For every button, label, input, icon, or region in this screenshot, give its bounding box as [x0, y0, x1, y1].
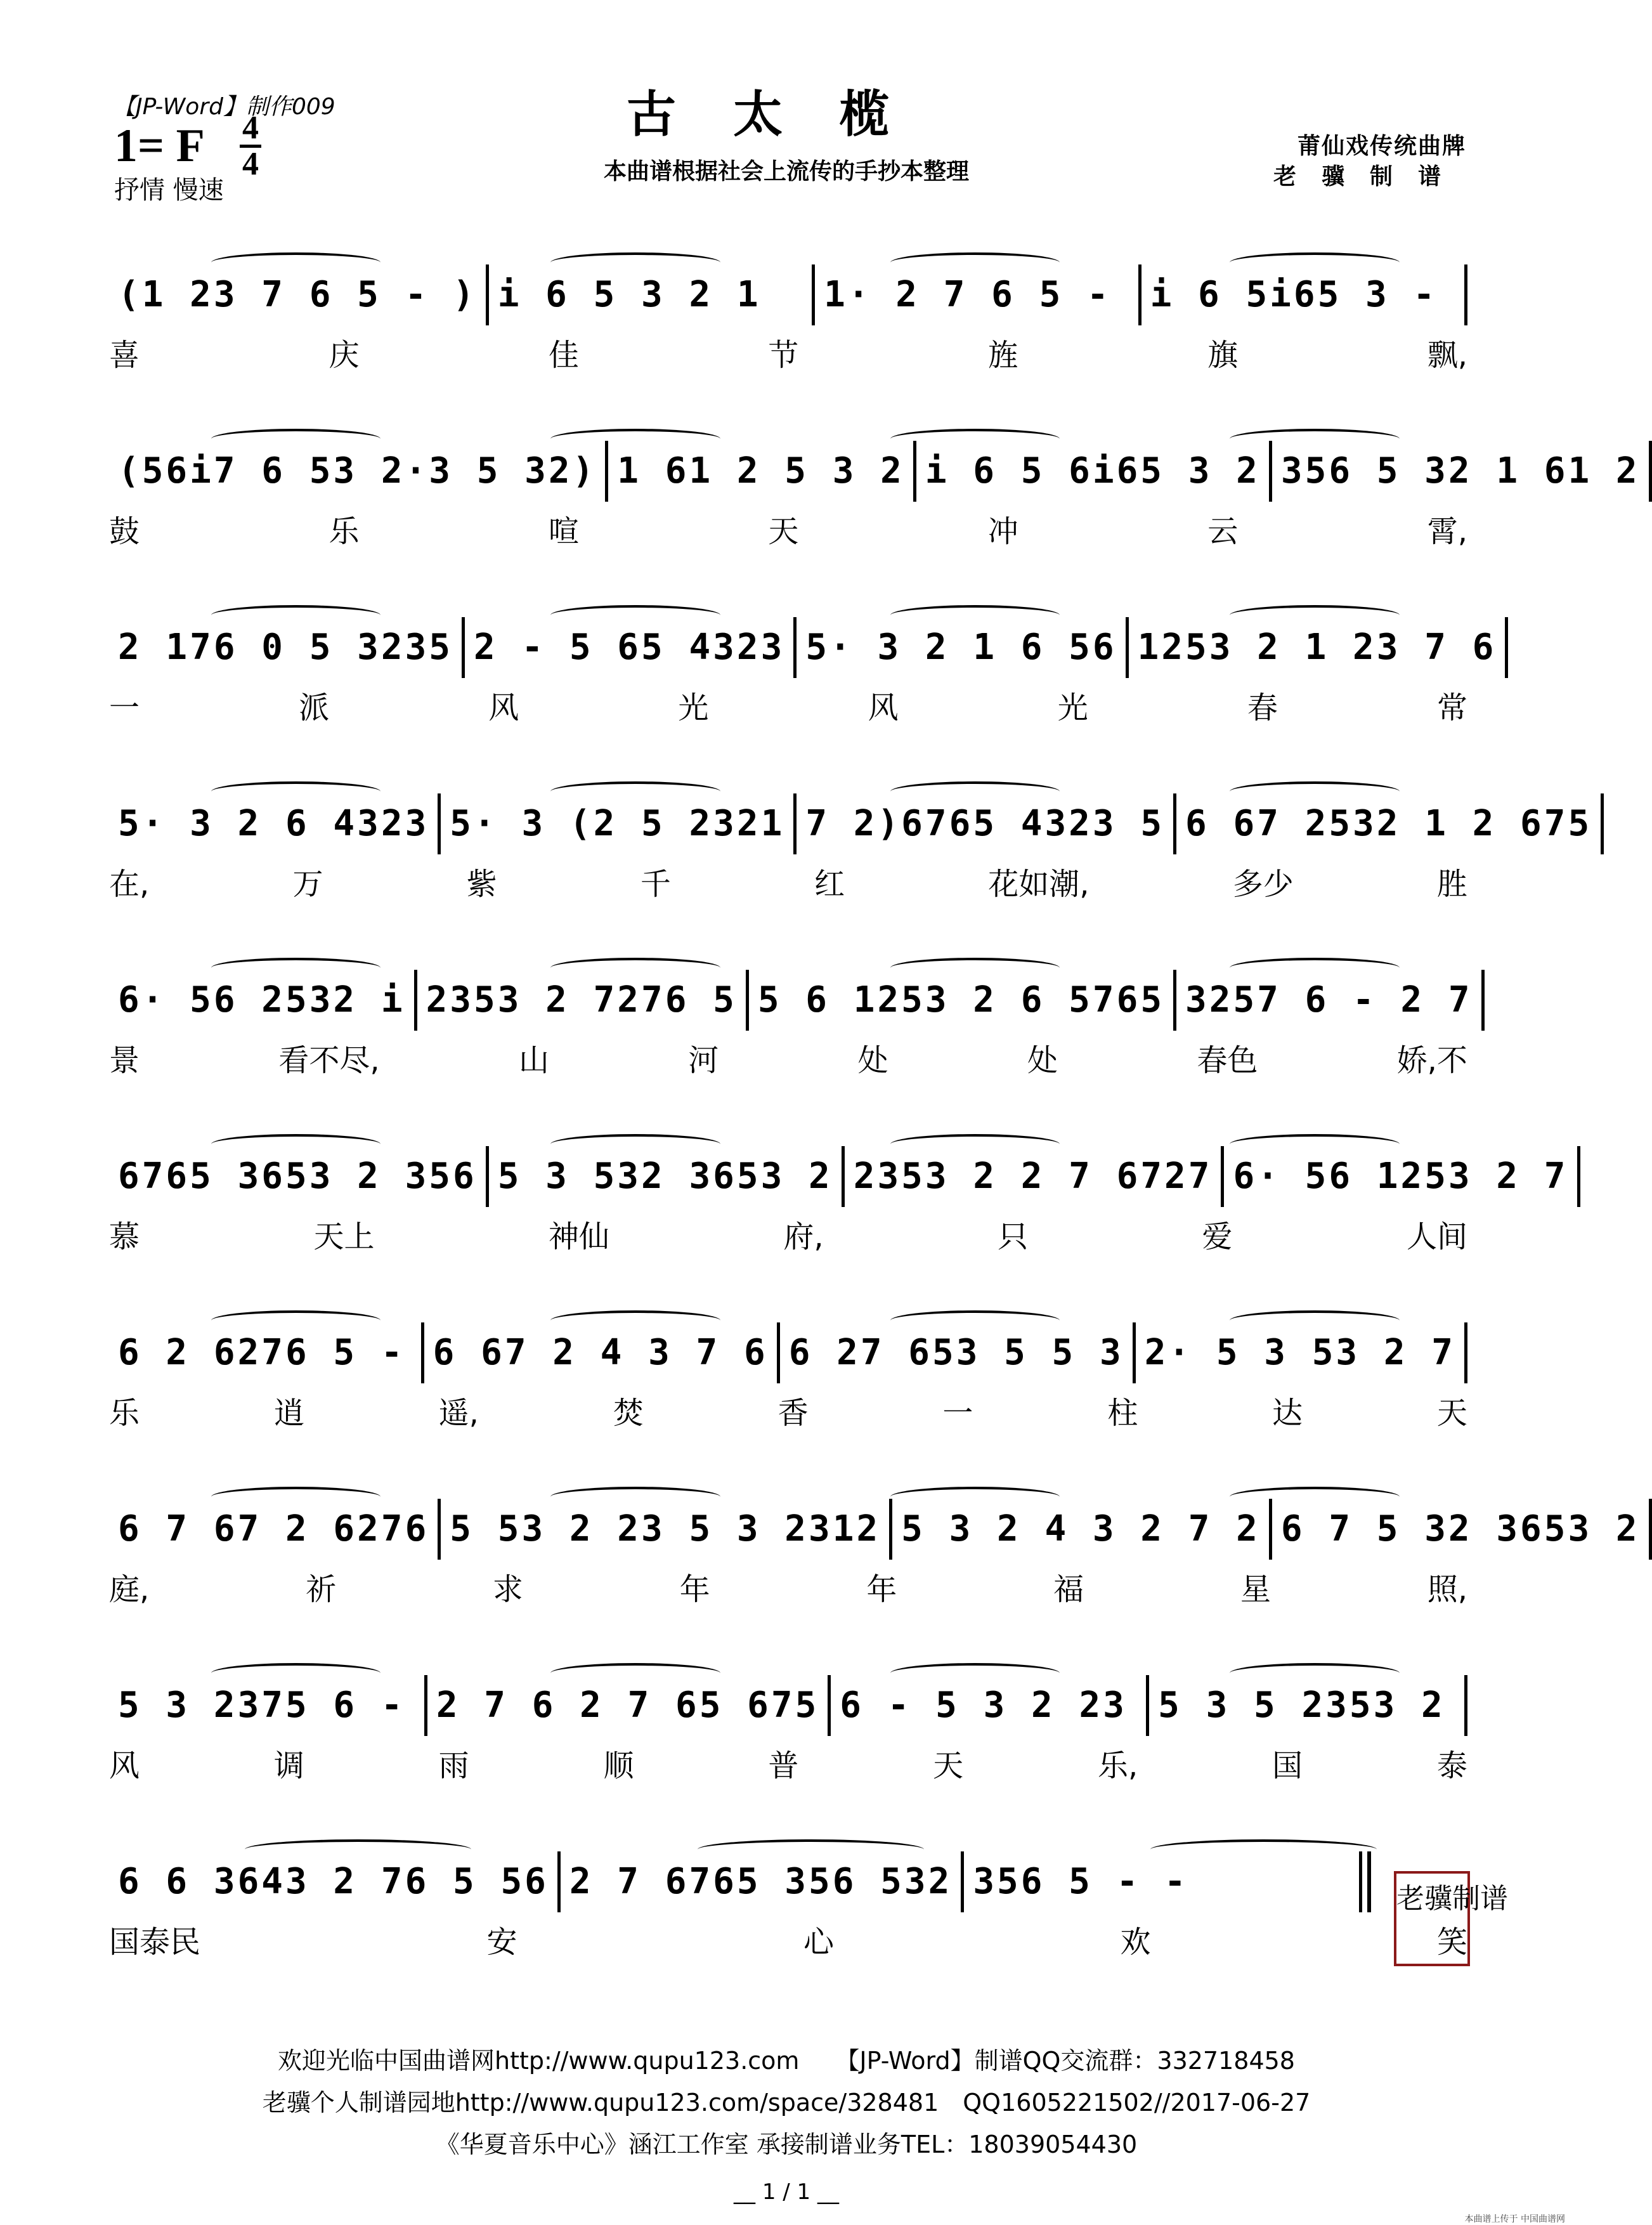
notation-line	[109, 1652, 1467, 1728]
measure: 1· 2 7 6 5 -	[824, 274, 1111, 315]
lyric-word: 常	[1436, 690, 1467, 726]
lyric-word: 喜	[109, 337, 140, 373]
lyric-word: 乐,	[1097, 1748, 1138, 1784]
measure: 5 3 2375 6 -	[118, 1685, 405, 1726]
score-row	[109, 1652, 1467, 1784]
genre-label: 莆仙戏传统曲牌	[1297, 133, 1466, 159]
lyric-word: 红	[814, 866, 845, 902]
slur-mark	[211, 252, 381, 273]
lyric-word: 庭,	[109, 1572, 150, 1607]
lyric-word: 多少	[1232, 866, 1294, 902]
notation-line	[109, 241, 1467, 317]
lyric-word: 欢	[1120, 1924, 1151, 1960]
slur-mark	[1230, 252, 1400, 273]
lyric-word: 逍	[273, 1395, 304, 1431]
slur-mark	[1230, 1487, 1400, 1507]
song-title: 古太榄	[626, 86, 946, 143]
lyric-word: 只	[998, 1219, 1029, 1255]
measure: 6 2 6276 5 -	[118, 1332, 405, 1373]
measure-group	[109, 266, 1467, 323]
slur-mark	[1150, 1839, 1377, 1860]
slur-mark	[890, 252, 1060, 273]
measure-group	[109, 795, 1592, 852]
key-signature: 1= F	[114, 120, 205, 172]
slur-mark	[550, 1310, 720, 1331]
lyric-word: 花如潮,	[988, 866, 1089, 902]
footer-line-3: 《华夏音乐中心》涵江工作室 承接制谱业务TEL：18039054430	[435, 2130, 1138, 2158]
lyrics-line	[109, 1041, 1467, 1080]
measure-group	[109, 1501, 1640, 1558]
lyric-word: 求	[492, 1572, 523, 1607]
lyric-word: 笑	[1436, 1924, 1467, 1960]
lyric-word: 看不尽,	[278, 1043, 380, 1078]
slur-mark	[890, 781, 1060, 802]
measure: 6· 56 1253 2 7	[1233, 1156, 1568, 1197]
score-row	[109, 770, 1592, 902]
measure: i 6 5 6i65 3 2	[925, 450, 1260, 492]
measure: 6 7 5 32 3653 2	[1280, 1508, 1640, 1550]
lyric-word: 顺	[603, 1748, 634, 1784]
lyric-word: 景	[109, 1043, 140, 1078]
slur-mark	[211, 1310, 381, 1331]
lyrics-line	[109, 865, 1467, 903]
lyric-word: 国	[1272, 1748, 1303, 1784]
lyric-word: 风	[488, 690, 519, 726]
meter-top: 4	[242, 110, 259, 146]
measure: 1 61 2 5 3 2	[617, 450, 904, 492]
lyric-word: 年	[866, 1572, 897, 1607]
footer-line-2: 老骥个人制谱园地http://www.qupu123.com/space/328481 QQ1605221502//2017-06-27	[262, 2089, 1311, 2117]
lyric-word: 派	[299, 690, 330, 726]
measure: 7 2)6765 4323 5	[805, 803, 1165, 844]
lyric-word: 飘,	[1427, 337, 1467, 373]
measure-group	[109, 1148, 1568, 1205]
lyric-word: 风	[868, 690, 899, 726]
tempo-marking: 抒情 慢速	[114, 176, 224, 205]
lyric-word: 人间	[1406, 1219, 1467, 1255]
measure-group	[109, 1853, 1371, 1910]
slur-mark	[211, 781, 381, 802]
slur-mark	[550, 781, 720, 802]
lyric-word: 天	[1436, 1395, 1467, 1431]
slur-mark	[890, 1663, 1060, 1683]
lyric-word: 一	[109, 690, 140, 726]
score-row	[109, 417, 1640, 549]
score-row	[109, 946, 1473, 1078]
lyric-word: 冲	[987, 514, 1018, 549]
lyric-word: 达	[1272, 1395, 1303, 1431]
notation-line	[109, 1475, 1640, 1551]
final-barline	[1359, 1851, 1371, 1912]
barline	[1577, 1146, 1580, 1207]
lyric-word: 河	[688, 1043, 719, 1078]
notation-line	[109, 770, 1592, 846]
lyric-word: 旗	[1207, 337, 1239, 373]
measure: 6 6 3643 2 76 5 56	[118, 1861, 549, 1902]
lyric-word: 天上	[313, 1219, 375, 1255]
lyric-word: 国泰民	[109, 1924, 201, 1960]
measure: 2 7 6 2 7 65 675	[436, 1685, 819, 1726]
lyric-word: 府,	[783, 1219, 824, 1255]
measure: i 6 5i65 3 -	[1150, 274, 1438, 315]
barline	[1505, 617, 1508, 678]
lyric-word: 万	[292, 866, 323, 902]
lyric-word: 心	[803, 1924, 834, 1960]
barline	[1649, 1499, 1652, 1560]
upload-note: 本曲谱上传于 中国曲谱网	[1464, 2214, 1565, 2224]
footer-line-1: 欢迎光临中国曲谱网http://www.qupu123.com 【JP-Word】制谱QQ交流群：332718458	[278, 2047, 1295, 2075]
measure: (56i7 6 53 2·3 5 32)	[118, 450, 597, 492]
lyrics-line	[109, 1394, 1467, 1432]
score-row	[109, 1299, 1467, 1431]
lyric-word: 一	[942, 1395, 973, 1431]
lyric-word: 紫	[466, 866, 497, 902]
measure: 2 7 6765 356 532	[569, 1861, 953, 1902]
lyric-word: 云	[1207, 514, 1239, 549]
measure-group	[109, 1677, 1467, 1734]
score-row	[109, 1123, 1568, 1255]
measure: 2 - 5 65 4323	[474, 627, 785, 668]
measure: 6765 3653 2 356	[118, 1156, 477, 1197]
lyric-word: 节	[768, 337, 799, 373]
slur-mark	[1230, 1663, 1400, 1683]
measure-group	[109, 619, 1497, 676]
slur-mark	[211, 605, 381, 625]
lyrics-line	[109, 1923, 1467, 1961]
lyric-word: 光	[1057, 690, 1088, 726]
page-number: __ 1 / 1 __	[734, 2179, 839, 2205]
measure: 6 7 67 2 6276	[118, 1508, 429, 1550]
slur-mark	[1230, 605, 1400, 625]
slur-mark	[550, 958, 720, 978]
slur-mark	[890, 429, 1060, 449]
lyric-word: 乐	[109, 1395, 140, 1431]
measure-group	[109, 443, 1640, 500]
notation-line	[109, 1828, 1467, 1904]
lyric-word: 慕	[109, 1219, 140, 1255]
lyric-word: 霄,	[1427, 514, 1467, 549]
lyric-word: 庆	[328, 337, 360, 373]
lyric-word: 胜	[1436, 866, 1467, 902]
maker-label: 【JP-Word】制作009	[113, 94, 335, 120]
slur-mark	[211, 1487, 381, 1507]
measure: 5 6 1253 2 6 5765	[757, 979, 1165, 1021]
lyric-word: 香	[777, 1395, 809, 1431]
lyrics-line	[109, 512, 1467, 551]
lyrics-line	[109, 336, 1467, 374]
measure: 5· 3 2 6 4323	[118, 803, 429, 844]
measure: 2· 5 3 53 2 7	[1144, 1332, 1455, 1373]
lyric-word: 泰	[1436, 1748, 1467, 1784]
measure: 6 67 2532 1 2 675	[1185, 803, 1592, 844]
slur-mark	[211, 429, 381, 449]
notation-line	[109, 417, 1640, 493]
barline	[1464, 1322, 1467, 1383]
barline	[1601, 793, 1604, 854]
lyric-word: 千	[640, 866, 671, 902]
slur-mark	[890, 958, 1060, 978]
measure: 3257 6 - 2 7	[1185, 979, 1473, 1021]
measure: 6 67 2 4 3 7 6	[433, 1332, 768, 1373]
measure: 2353 2 2 7 6727	[853, 1156, 1213, 1197]
lyric-word: 鼓	[109, 514, 140, 549]
slur-mark	[1230, 958, 1400, 978]
song-subtitle: 本曲谱根据社会上流传的手抄本整理	[603, 159, 969, 185]
slur-mark	[1230, 781, 1400, 802]
lyric-word: 雨	[438, 1748, 469, 1784]
slur-mark	[890, 1134, 1060, 1154]
notation-line	[109, 946, 1473, 1022]
measure: 1253 2 1 23 7 6	[1137, 627, 1497, 668]
lyrics-line	[109, 1747, 1467, 1785]
slur-mark	[1230, 429, 1400, 449]
lyric-word: 处	[857, 1043, 888, 1078]
lyric-word: 春色	[1197, 1043, 1258, 1078]
lyric-word: 福	[1053, 1572, 1084, 1607]
slur-mark	[550, 252, 720, 273]
score-row	[109, 1475, 1640, 1607]
lyric-word: 光	[678, 690, 709, 726]
lyric-word: 遥,	[438, 1395, 479, 1431]
lyric-word: 山	[518, 1043, 549, 1078]
lyrics-line	[109, 689, 1467, 727]
arranger-label: 老骥制谱	[1273, 164, 1466, 190]
lyric-word: 普	[768, 1748, 799, 1784]
notation-line	[109, 594, 1497, 670]
measure: 356 5 32 1 61 2	[1280, 450, 1640, 492]
lyric-word: 神仙	[548, 1219, 609, 1255]
measure: 356 5 - -	[973, 1861, 1188, 1902]
score-row	[109, 241, 1467, 373]
lyric-word: 天	[933, 1748, 964, 1784]
lyric-word: 祈	[306, 1572, 337, 1607]
lyric-word: 爱	[1202, 1219, 1233, 1255]
slur-mark	[890, 1310, 1060, 1331]
lyric-word: 娇,不	[1396, 1043, 1467, 1078]
measure: 6· 56 2532 i	[118, 979, 405, 1021]
barline	[1649, 441, 1652, 502]
measure: 5· 3 (2 5 2321	[450, 803, 785, 844]
score-row	[109, 594, 1497, 726]
lyric-word: 年	[679, 1572, 710, 1607]
measure: (1 23 7 6 5 - )	[118, 274, 477, 315]
slur-mark	[550, 1487, 720, 1507]
measure-group	[109, 972, 1473, 1029]
measure: 6 27 653 5 5 3	[788, 1332, 1124, 1373]
lyric-word: 处	[1027, 1043, 1058, 1078]
measure: 2353 2 7276 5	[426, 979, 737, 1021]
lyrics-line	[109, 1218, 1467, 1256]
barline	[1464, 1675, 1467, 1736]
slur-mark	[550, 1663, 720, 1683]
lyric-word: 星	[1240, 1572, 1271, 1607]
lyric-word: 旌	[987, 337, 1018, 373]
lyric-word: 安	[486, 1924, 517, 1960]
score-row	[109, 1828, 1467, 1960]
measure: 5 53 2 23 5 3 2312	[450, 1508, 881, 1550]
notation-line	[109, 1299, 1467, 1375]
slur-mark	[890, 605, 1060, 625]
barline	[1464, 264, 1467, 325]
measure: 2 176 0 5 3235	[118, 627, 453, 668]
notation-line	[109, 1123, 1568, 1199]
slur-mark	[1230, 1310, 1400, 1331]
measure: 5 3 532 3653 2	[497, 1156, 833, 1197]
lyric-word: 调	[273, 1748, 304, 1784]
slur-mark	[890, 1487, 1060, 1507]
slur-mark	[211, 1134, 381, 1154]
slur-mark	[211, 958, 381, 978]
meter-bottom: 4	[242, 146, 259, 182]
slur-mark	[698, 1839, 924, 1860]
lyric-word: 柱	[1107, 1395, 1138, 1431]
slur-mark	[245, 1839, 471, 1860]
slur-mark	[550, 1134, 720, 1154]
slur-mark	[1230, 1134, 1400, 1154]
slur-mark	[550, 429, 720, 449]
lyric-word: 照,	[1427, 1572, 1467, 1607]
slur-mark	[211, 1663, 381, 1683]
measure-group	[109, 1324, 1467, 1381]
lyric-word: 乐	[328, 514, 360, 549]
lyric-word: 春	[1247, 690, 1278, 726]
lyric-word: 风	[109, 1748, 140, 1784]
measure: 5 3 5 2353 2	[1158, 1685, 1445, 1726]
lyric-word: 在,	[109, 866, 150, 902]
slur-mark	[550, 605, 720, 625]
arranger-stamp: 老骥制谱	[1394, 1871, 1470, 1966]
measure: 5 3 2 4 3 2 7 2	[901, 1508, 1260, 1550]
lyrics-line	[109, 1570, 1467, 1608]
lyric-word: 喧	[548, 514, 579, 549]
measure: i 6 5 3 2 1	[497, 274, 761, 315]
measure: 5· 3 2 1 6 56	[805, 627, 1117, 668]
lyric-word: 焚	[613, 1395, 644, 1431]
lyric-word: 佳	[548, 337, 579, 373]
lyric-word: 天	[768, 514, 799, 549]
measure: 6 - 5 3 2 23	[840, 1685, 1127, 1726]
barline	[1481, 970, 1485, 1031]
